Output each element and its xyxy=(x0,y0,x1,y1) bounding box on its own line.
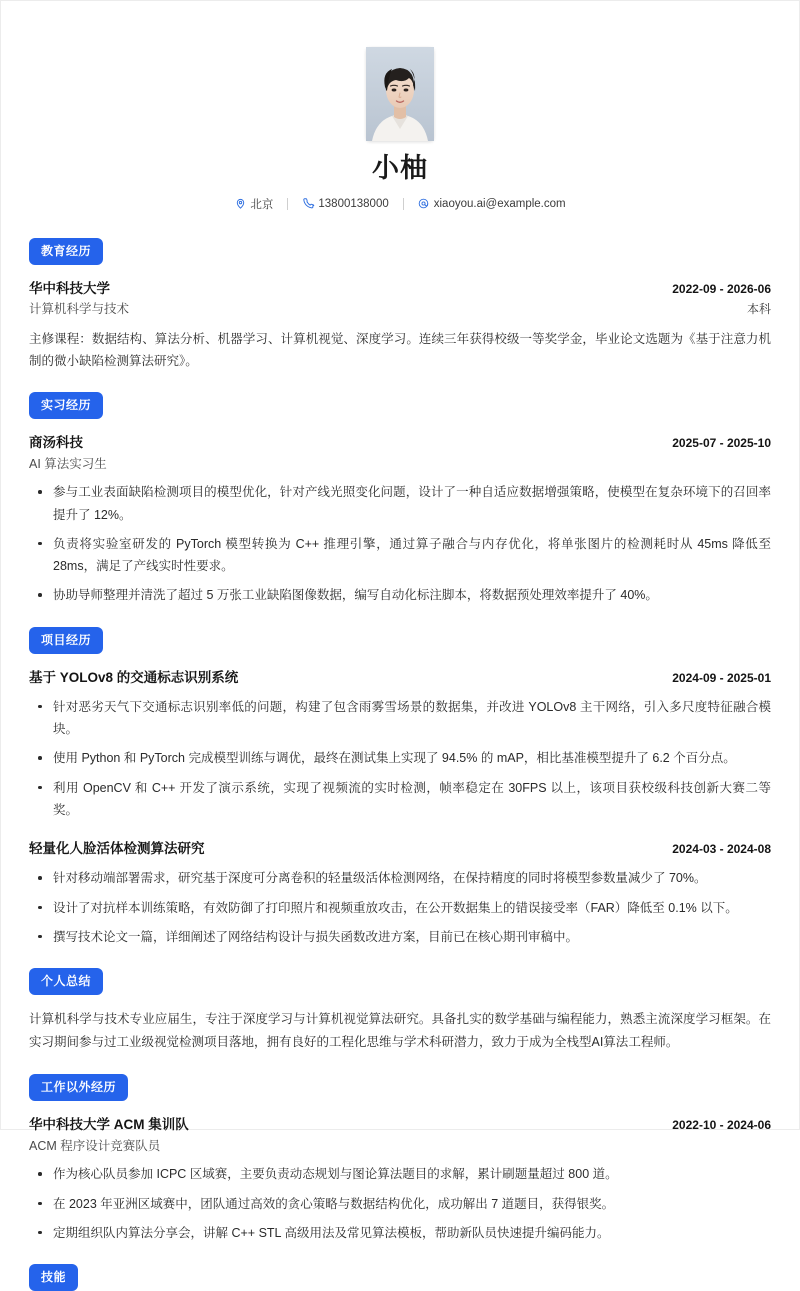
section-extracurricular xyxy=(29,1074,771,1244)
section-badge-summary: 个人总结 xyxy=(29,968,103,995)
avatar xyxy=(366,47,434,141)
entry-head xyxy=(29,1115,771,1135)
internship-company: 商汤科技 xyxy=(29,435,83,451)
project-title: 轻量化人脸活体检测算法研究 xyxy=(29,841,205,856)
section-summary xyxy=(29,968,771,1054)
extracurricular-entry xyxy=(29,1115,771,1244)
section-internship xyxy=(29,392,771,606)
extracurricular-date: 2022-10 - 2024-06 xyxy=(672,1118,771,1133)
project-bullets xyxy=(29,696,771,821)
internship-role: AI 算法实习生 xyxy=(29,456,107,471)
contact-row xyxy=(234,196,565,212)
list-item: 在 2023 年亚洲区域赛中，团队通过高效的贪心策略与数据结构优化，成功解出 7 道题目，获得银奖。 xyxy=(29,1193,771,1215)
portrait-photo-icon xyxy=(366,47,434,141)
list-item: 设计了对抗样本训练策略，有效防御了打印照片和视频重放攻击，在公开数据集上的错误接受率（FAR）降低至 0.1% 以下。 xyxy=(29,897,771,919)
contact-email-value: xiaoyou.ai@example.com xyxy=(433,197,566,210)
contact-location xyxy=(234,196,273,212)
entry-head xyxy=(29,433,771,453)
internship-date: 2025-07 - 2025-10 xyxy=(672,436,771,451)
list-item: 针对恶劣天气下交通标志识别率低的问题，构建了包含雨雾雪场景的数据集，并改进 YOLOv8 主干网络，引入多尺度特征融合模块。 xyxy=(29,696,771,741)
list-item: 参与工业表面缺陷检测项目的模型优化，针对产线光照变化问题，设计了一种自适应数据增强策略，使模型在复杂环境下的召回率提升了 12%。 xyxy=(29,481,771,526)
person-name: 小柚 xyxy=(372,153,428,183)
contact-phone[interactable] xyxy=(302,198,388,210)
contact-phone-value: 13800138000 xyxy=(318,197,389,210)
list-item: 撰写技术论文一篇，详细阐述了网络结构设计与损失函数改进方案，目前已在核心期刊审稿中。 xyxy=(29,926,771,948)
section-education xyxy=(29,238,771,373)
entry-head xyxy=(29,839,771,859)
entry-head xyxy=(29,279,771,299)
list-item: 针对移动端部署需求，研究基于深度可分离卷积的轻量级活体检测网络，在保持精度的同时将模型参数量减少了 70%。 xyxy=(29,867,771,889)
section-badge-projects: 项目经历 xyxy=(29,627,103,654)
summary-text: 计算机科学与技术专业应届生，专注于深度学习与计算机视觉算法研究。具备扎实的数学基础与编程能力，熟悉主流深度学习框架。在实习期间参与过工业级视觉检测项目落地，拥有良好的工程化思维与学术科研潜力，致力于成为全栈型AI算法工程师。 xyxy=(29,1012,771,1050)
contact-divider xyxy=(287,198,288,210)
entry-sub xyxy=(29,455,771,474)
contact-divider xyxy=(403,198,404,210)
section-badge-internship: 实习经历 xyxy=(29,392,103,419)
list-item: 协助导师整理并清洗了超过 5 万张工业缺陷图像数据，编写自动化标注脚本，将数据预处理效率提升了 40%。 xyxy=(29,584,771,606)
project-date: 2024-09 - 2025-01 xyxy=(672,670,771,685)
email-icon xyxy=(418,198,430,210)
internship-entry xyxy=(29,433,771,606)
internship-bullets xyxy=(29,481,771,606)
extracurricular-role: ACM 程序设计竞赛队员 xyxy=(29,1138,161,1153)
section-badge-skills: 技能 xyxy=(29,1264,78,1291)
education-degree: 本科 xyxy=(746,302,771,316)
entry-sub xyxy=(29,300,771,319)
project-entry xyxy=(29,839,771,948)
entry-sub xyxy=(29,1137,771,1156)
list-item: 负责将实验室研发的 PyTorch 模型转换为 C++ 推理引擎，通过算子融合与内存优化，将单张图片的检测耗时从 45ms 降低至 28ms，满足了产线实时性要求。 xyxy=(29,533,771,578)
education-school: 华中科技大学 xyxy=(29,280,110,296)
education-date: 2022-09 - 2026-06 xyxy=(672,281,771,296)
section-projects xyxy=(29,627,771,949)
list-item: 作为核心队员参加 ICPC 区域赛，主要负责动态规划与图论算法题目的求解，累计刷题量超过 800 道。 xyxy=(29,1163,771,1185)
list-item: 利用 OpenCV 和 C++ 开发了演示系统，实现了视频流的实时检测，帧率稳定在 30FPS 以上，该项目获校级科技创新大赛二等奖。 xyxy=(29,777,771,822)
extracurricular-org: 华中科技大学 ACM 集训队 xyxy=(29,1117,189,1133)
project-title: 基于 YOLOv8 的交通标志识别系统 xyxy=(29,669,239,685)
project-date: 2024-03 - 2024-08 xyxy=(672,842,771,856)
entry-head xyxy=(29,668,771,688)
education-major: 计算机科学与技术 xyxy=(29,302,130,316)
section-skills xyxy=(29,1264,771,1291)
contact-email[interactable] xyxy=(418,198,566,210)
project-entry xyxy=(29,668,771,822)
project-bullets xyxy=(29,867,771,948)
education-description: 主修课程：数据结构、算法分析、机器学习、计算机视觉、深度学习。连续三年获得校级一等奖学金，毕业论文选题为《基于注意力机制的微小缺陷检测算法研究》。 xyxy=(29,331,771,368)
extracurricular-bullets xyxy=(29,1163,771,1244)
resume-header xyxy=(29,1,771,212)
section-badge-extracurricular: 工作以外经历 xyxy=(29,1074,128,1101)
list-item: 使用 Python 和 PyTorch 完成模型训练与调优，最终在测试集上实现了 94.5% 的 mAP，相比基准模型提升了 6.2 个百分点。 xyxy=(29,747,771,769)
list-item: 定期组织队内算法分享会，讲解 C++ STL 高级用法及常见算法模板，帮助新队员快速提升编码能力。 xyxy=(29,1222,771,1244)
phone-icon xyxy=(302,198,314,210)
contact-location-value: 北京 xyxy=(250,198,274,211)
education-entry xyxy=(29,279,771,373)
location-pin-icon xyxy=(234,198,246,210)
section-badge-education: 教育经历 xyxy=(29,238,103,265)
